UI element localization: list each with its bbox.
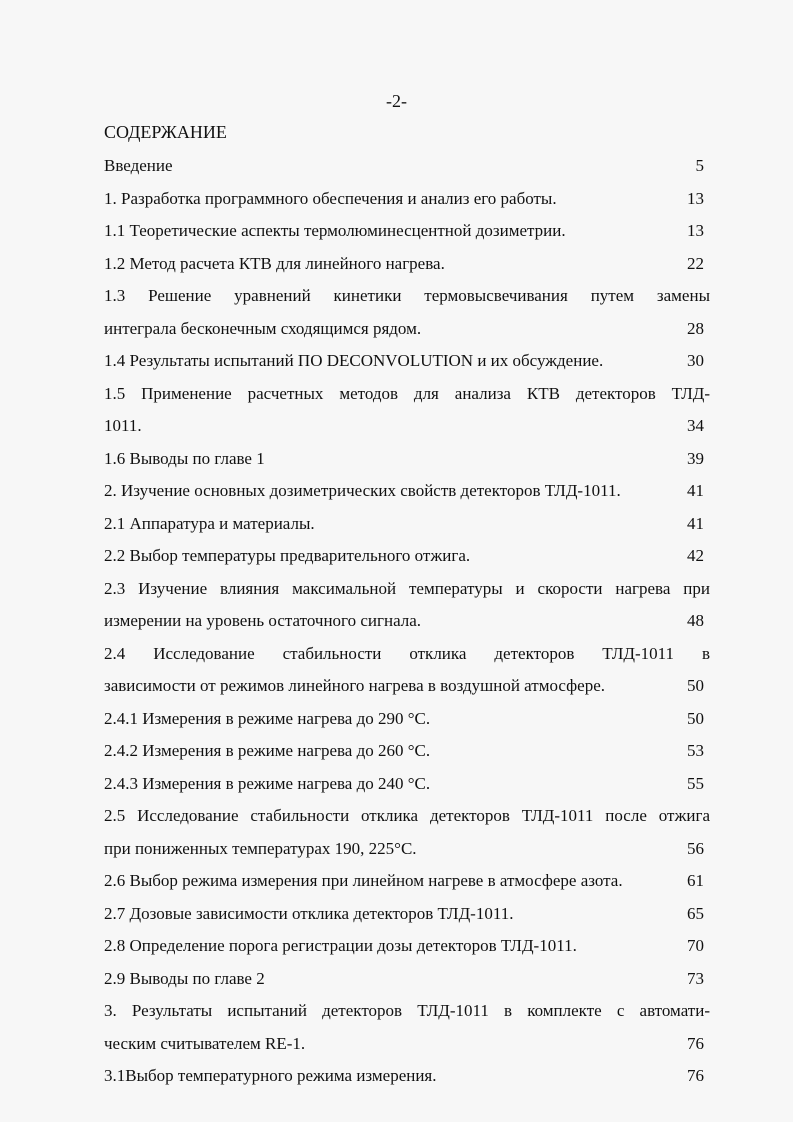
toc-entry (104, 1060, 710, 1093)
toc-entry-text: при пониженных температурах 190, 225°С. (104, 838, 417, 858)
toc-entry (104, 150, 710, 183)
toc-entry (104, 703, 710, 736)
toc-entry-text: 1.1 Теоретические аспекты термолюминесцентной дозиметрии. (104, 221, 566, 240)
toc-entry-text: 2.1 Аппаратура и материалы. (104, 513, 315, 533)
toc-entry-text: измерении на уровень остаточного сигнала. (104, 611, 422, 630)
toc-entry-page: 73 (687, 968, 704, 988)
toc-entry (104, 540, 710, 573)
toc-entry (104, 215, 710, 248)
toc-entry-page: 55 (687, 773, 704, 793)
toc-entry-page: 61 (687, 871, 704, 890)
toc-entry-first-line: 1.5 Применение расчетных методов для анализа КТВ детекторов ТЛД- (104, 383, 710, 403)
toc-entry-page: 42 (687, 546, 704, 565)
toc-entry-page: 39 (687, 448, 704, 468)
toc-entry-page: 70 (687, 936, 704, 955)
toc-entry (104, 508, 710, 541)
toc-entry (104, 1028, 710, 1061)
toc-entry (104, 833, 710, 866)
toc-entry-text: 1.2 Метод расчета КТВ для линейного нагрева. (104, 253, 445, 273)
toc-entry-page: 41 (687, 513, 704, 533)
toc-entry (104, 735, 710, 768)
toc-entry-page: 28 (687, 318, 704, 338)
toc-entry-text: 2.6 Выбор режима измерения при линейном нагреве в атмосфере азота. (104, 871, 623, 890)
page-number: -2- (386, 91, 407, 111)
toc-entry (104, 898, 710, 931)
toc-entry-first-line: 2.3 Изучение влияния максимальной температуры и скорости нагрева при (104, 578, 710, 598)
toc-entry-page: 76 (687, 1066, 704, 1085)
toc-entry-first-line: 2.4 Исследование стабильности отклика детекторов ТЛД-1011 в (104, 643, 710, 663)
toc-entry (104, 410, 710, 443)
toc-entry-page: 65 (687, 903, 704, 923)
toc-entry-page: 13 (687, 188, 704, 208)
toc-entry (104, 443, 710, 476)
toc-entry-page: 13 (687, 221, 704, 240)
toc-entry (104, 670, 710, 703)
toc-entry (104, 605, 710, 638)
toc-entry-text: 1.6 Выводы по главе 1 (104, 448, 265, 468)
toc-entry-text: 2.4.3 Измерения в режиме нагрева до 240 °С. (104, 773, 431, 793)
toc-entry (104, 475, 710, 508)
toc-entry-page: 41 (687, 481, 704, 500)
toc-entry-text: 2.7 Дозовые зависимости отклика детекторов ТЛД-1011. (104, 903, 514, 923)
toc-entry (104, 963, 710, 996)
toc-entry-page: 30 (687, 351, 704, 370)
toc-entry-text: Введение (104, 156, 173, 175)
toc-entry-text: интеграла бесконечным сходящимся рядом. (104, 318, 422, 338)
toc-heading: СОДЕРЖАНИЕ (104, 122, 227, 142)
toc-entry-text: ческим считывателем RE-1. (104, 1033, 306, 1053)
toc-entry-page: 76 (687, 1033, 704, 1053)
toc-entry (104, 930, 710, 963)
toc-entry-text: 2.4.2 Измерения в режиме нагрева до 260 °С. (104, 741, 431, 760)
toc-entry-text: 1011. (104, 416, 142, 435)
toc-entry-first-line: 2.5 Исследование стабильности отклика детекторов ТЛД-1011 после отжига (104, 806, 710, 825)
toc-entry-page: 53 (687, 741, 704, 760)
toc-entry (104, 345, 710, 378)
toc-entry (104, 865, 710, 898)
toc-entry-page: 50 (687, 676, 704, 695)
toc-entry-text: 1.4 Результаты испытаний ПО DECONVOLUTION и их обсуждение. (104, 351, 604, 370)
toc-entry-text: 2.9 Выводы по главе 2 (104, 968, 265, 988)
toc-entry-page: 50 (687, 708, 704, 728)
toc-entry-text: 2. Изучение основных дозиметрических свойств детекторов ТЛД-1011. (104, 481, 621, 500)
toc-entry-page: 5 (695, 156, 704, 175)
toc-entry-text: 2.8 Определение порога регистрации дозы детекторов ТЛД-1011. (104, 936, 577, 955)
toc-entry-text: 2.2 Выбор температуры предварительного отжига. (104, 546, 471, 565)
toc-entry-first-line: 3. Результаты испытаний детекторов ТЛД-1011 в комплекте с автомати- (104, 1001, 710, 1020)
toc-entry-first-line: 1.3 Решение уравнений кинетики термовысвечивания путем замены (104, 286, 710, 305)
toc-entry-text: 2.4.1 Измерения в режиме нагрева до 290 °С. (104, 708, 431, 728)
toc-entry-page: 48 (687, 611, 704, 630)
toc-entry (104, 183, 710, 216)
table-of-contents (104, 150, 710, 1093)
toc-entry (104, 768, 710, 801)
toc-entry-text: 3.1Выбор температурного режима измерения. (104, 1066, 437, 1085)
toc-entry-text: 1. Разработка программного обеспечения и анализ его работы. (104, 188, 557, 208)
toc-entry-text: зависимости от режимов линейного нагрева в воздушной атмосфере. (104, 676, 605, 695)
toc-entry-page: 56 (687, 838, 704, 858)
toc-entry-page: 22 (687, 253, 704, 273)
toc-entry (104, 313, 710, 346)
toc-entry (104, 248, 710, 281)
toc-entry-page: 34 (687, 416, 704, 435)
